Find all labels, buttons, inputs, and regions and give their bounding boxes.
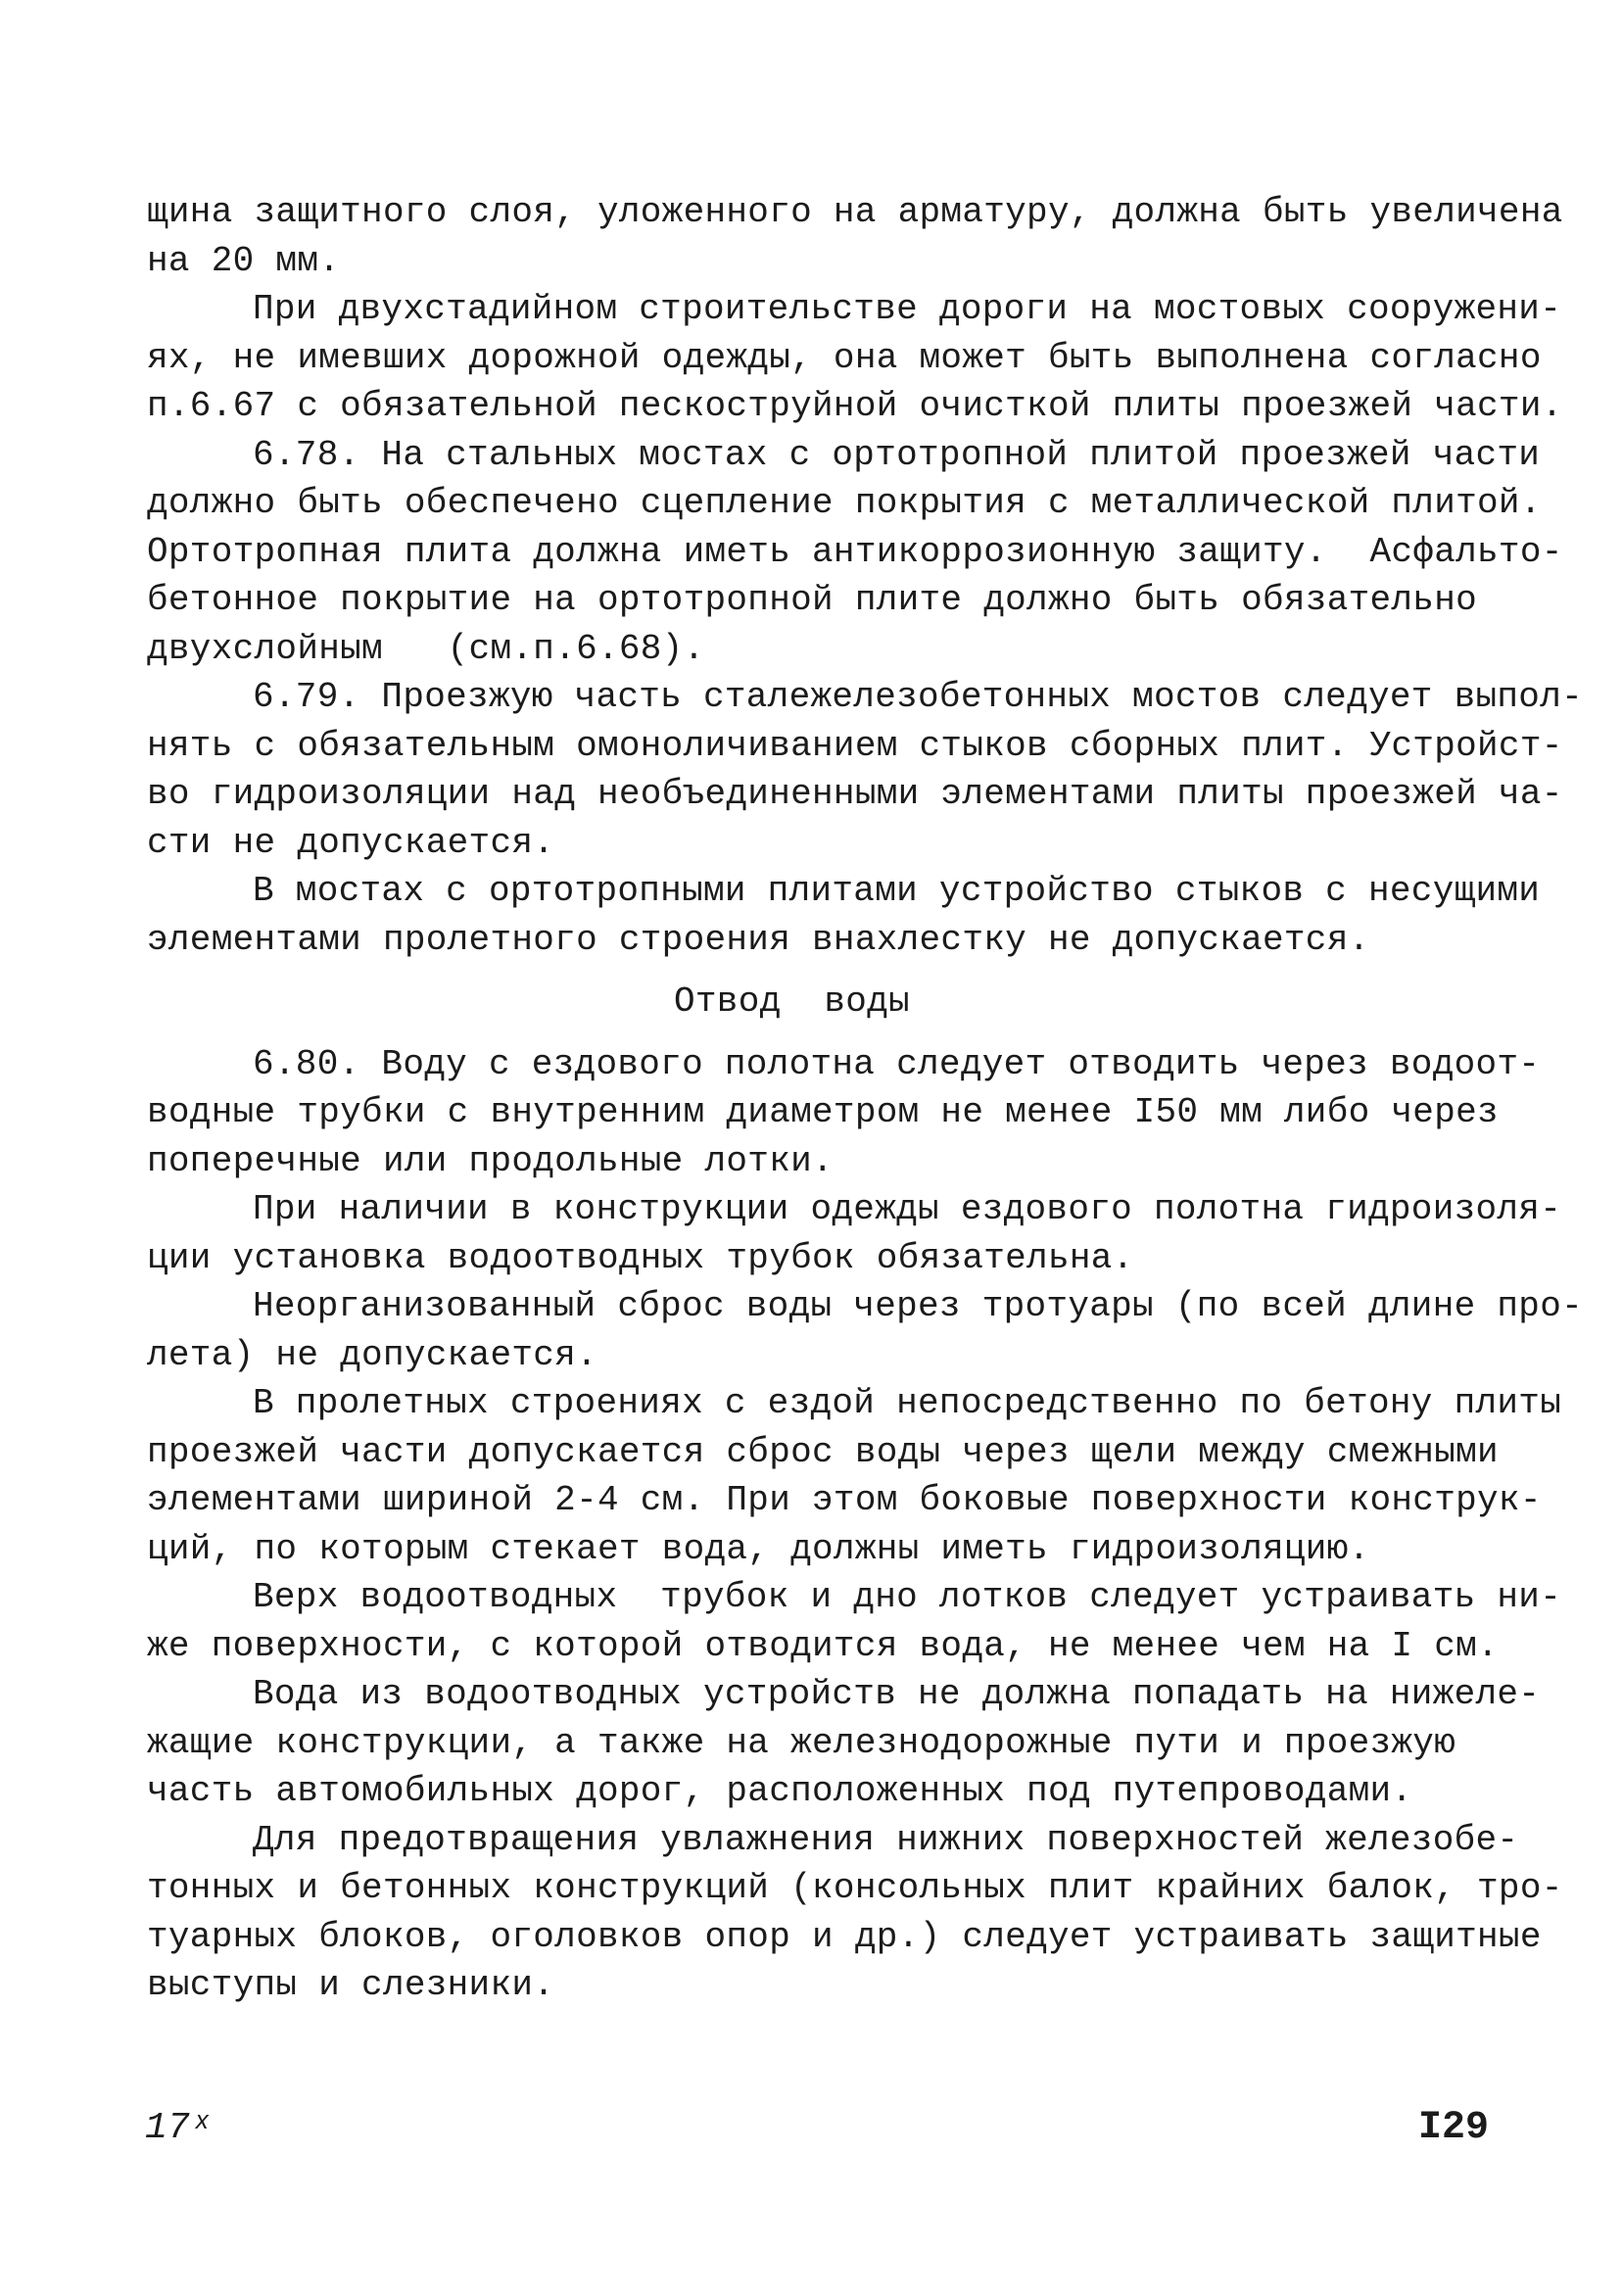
text-line: В пролетных строениях с ездой непосредственно по бетону плиты xyxy=(253,1383,1562,1423)
section-heading: Отвод воды xyxy=(674,981,910,1022)
text-line: водные трубки с внутренним диаметром не менее I50 мм либо через xyxy=(147,1092,1499,1132)
text-line: Неорганизованный сброс воды через тротуары (по всей длине про- xyxy=(253,1286,1584,1326)
text-line: лета) не допускается. xyxy=(147,1334,597,1375)
text-line: двухслойным (см.п.6.68). xyxy=(147,628,705,669)
section-spacer xyxy=(147,964,1518,978)
text-line: нять с обязательным омоноличиванием стыков сборных плит. Устройст- xyxy=(147,725,1563,766)
text-line: При двухстадийном строительстве дороги на мостовых сооружени- xyxy=(253,289,1562,329)
text-line: должно быть обеспечено сцепление покрытия с металлической плитой. xyxy=(147,483,1542,523)
text-line: ции установка водоотводных трубок обязательна. xyxy=(147,1237,1134,1278)
signature-mark: 17ˣ xyxy=(145,2107,213,2149)
text-line: туарных блоков, оголовков опор и др.) следует устраивать защитные xyxy=(147,1916,1542,1957)
clause-6-80: 6.80. Воду с ездового полотна следует отводить через водоот- xyxy=(253,1043,1541,1084)
text-line: п.6.67 с обязательной пескоструйной очисткой плиты проезжей части. xyxy=(147,386,1563,426)
text-line: же поверхности, с которой отводится вода, не менее чем на I см. xyxy=(147,1625,1499,1666)
text-line: бетонное покрытие на ортотропной плите должно быть обязательно xyxy=(147,580,1478,620)
body-text xyxy=(147,188,1584,2010)
section-spacer xyxy=(147,1027,1518,1040)
clause-6-78: 6.78. На стальных мостах с ортотропной плитой проезжей части xyxy=(253,434,1541,475)
text-line: Ортотропная плита должна иметь антикоррозионную защиту. Асфальто- xyxy=(147,531,1563,572)
page-number: I29 xyxy=(1418,2106,1490,2150)
text-line: элементами пролетного строения внахлестку не допускается. xyxy=(147,919,1370,960)
text-line: поперечные или продольные лотки. xyxy=(147,1140,834,1181)
text-line: Для предотвращения увлажнения нижних поверхностей железобе- xyxy=(253,1819,1519,1860)
text-line: При наличии в конструкции одежды ездового полотна гидроизоля- xyxy=(253,1189,1562,1229)
clause-6-79: 6.79. Проезжую часть сталежелезобетонных мостов следует выпол- xyxy=(253,677,1584,717)
text-line: щина защитного слоя, уложенного на арматуру, должна быть увеличена xyxy=(147,192,1563,232)
text-line: ях, не имевших дорожной одежды, она может быть выполнена согласно xyxy=(147,337,1542,378)
text-line: часть автомобильных дорог, расположенных под путепроводами. xyxy=(147,1771,1413,1811)
text-line: В мостах с ортотропными плитами устройство стыков с несущими xyxy=(253,871,1541,911)
text-line: ций, по которым стекает вода, должны иметь гидроизоляцию. xyxy=(147,1528,1370,1569)
text-line: Верх водоотводных трубок и дно лотков следует устраивать ни- xyxy=(253,1577,1562,1617)
text-line: тонных и бетонных конструкций (консольных плит крайних балок, тро- xyxy=(147,1868,1563,1908)
text-line: жащие конструкции, а также на железнодорожные пути и проезжую xyxy=(147,1722,1456,1763)
text-line: выступы и слезники. xyxy=(147,1965,555,2005)
text-line: во гидроизоляции над необъединенными элементами плиты проезжей ча- xyxy=(147,774,1563,814)
text-line: сти не допускается. xyxy=(147,822,555,863)
text-line: на 20 мм. xyxy=(147,240,341,281)
text-line: Вода из водоотводных устройств не должна попадать на нижеле- xyxy=(253,1674,1541,1714)
text-line: элементами шириной 2-4 см. При этом боковые поверхности конструк- xyxy=(147,1480,1542,1520)
text-line: проезжей части допускается сброс воды через щели между смежными xyxy=(147,1431,1499,1472)
